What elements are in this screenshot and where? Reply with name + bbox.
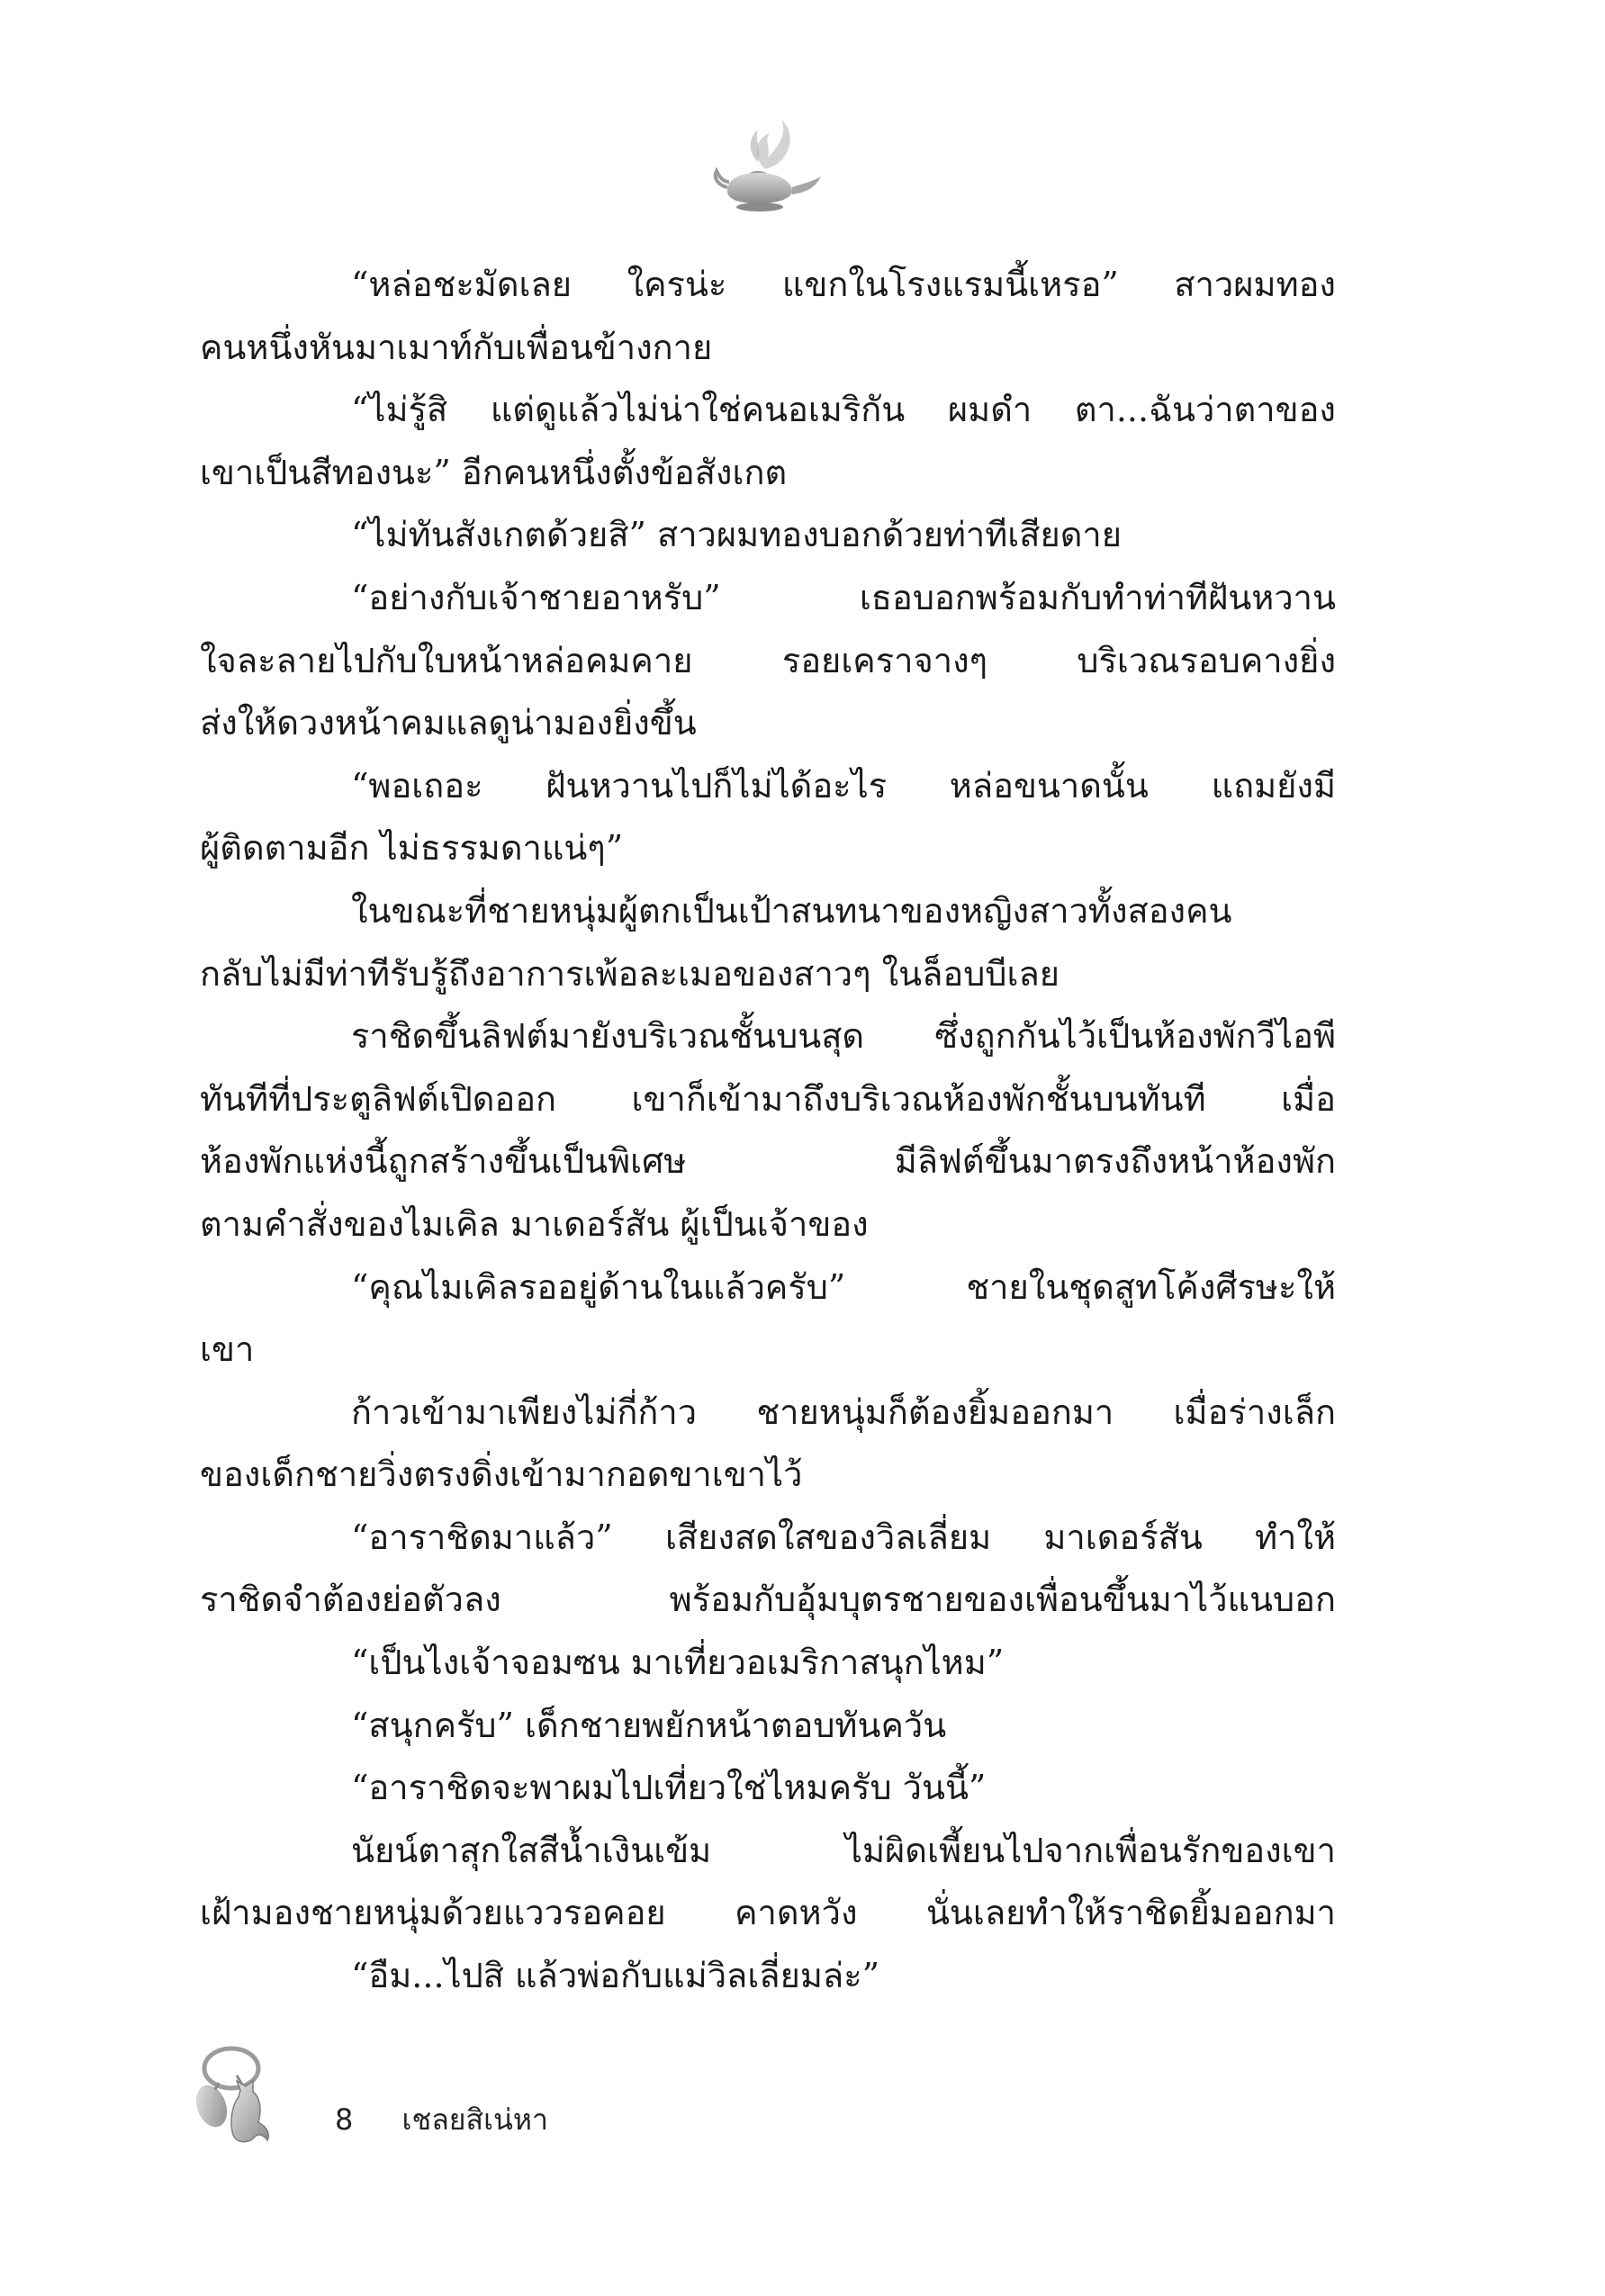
paragraph-line: “ไม่ทันสังเกตด้วยสิ” สาวผมทองบอกด้วยท่าทีเสียดาย bbox=[351, 515, 1123, 555]
paragraph-line: ในขณะที่ชายหนุ่มผู้ตกเป็นเป้าสนทนาของหญิงสาวทั้งสองคน bbox=[351, 890, 1232, 931]
paragraph-line: นัยน์ตาสุกใสสีน้ำเงินเข้ม ไม่ผิดเพี้ยนไปจากเพื่อนรักของเขา bbox=[351, 1830, 1336, 1870]
paragraph-line: ราชิดจำต้องย่อตัวลง พร้อมกับอุ้มบุตรชายของเพื่อนขึ้นมาไว้แนบอก bbox=[200, 1580, 1336, 1620]
paragraph-line: ของเด็กชายวิ่งตรงดิ่งเข้ามากอดขาเขาไว้ bbox=[200, 1454, 803, 1495]
paragraph-line: กลับไม่มีท่าทีรับรู้ถึงอาการเพ้อละเมอของสาวๆ ในล็อบบีเลย bbox=[200, 953, 1060, 994]
cat-keychain-icon bbox=[185, 2039, 302, 2156]
paragraph-line: ห้องพักแห่งนี้ถูกสร้างขึ้นเป็นพิเศษ มีลิฟต์ขึ้นมาตรงถึงหน้าห้องพัก bbox=[200, 1141, 1336, 1182]
paragraph-line: คนหนึ่งหันมาเมาท์กับเพื่อนข้างกาย bbox=[200, 327, 713, 367]
paragraph-line: “เป็นไงเจ้าจอมซน มาเที่ยวอเมริกาสนุกไหม” bbox=[351, 1643, 1005, 1683]
book-title: เชลยสิเน่หา bbox=[401, 2102, 548, 2137]
paragraph-line: เขาเป็นสีทองนะ” อีกคนหนึ่งตั้งข้อสังเกต bbox=[200, 452, 788, 492]
paragraph-line: ผู้ติดตามอีก ไม่ธรรมดาแน่ๆ” bbox=[200, 828, 624, 869]
paragraph-line: ก้าวเข้ามาเพียงไม่กี่ก้าว ชายหนุ่มก็ต้องยิ้มออกมา เมื่อร่างเล็ก bbox=[351, 1391, 1336, 1432]
page-number: 8 bbox=[335, 2102, 354, 2137]
paragraph-line: ใจละลายไปกับใบหน้าหล่อคมคาย รอยเคราจางๆ บริเวณรอบคางยิ่ง bbox=[200, 640, 1336, 680]
paragraph-line: ทันทีที่ประตูลิฟต์เปิดออก เขาก็เข้ามาถึงบริเวณห้องพักชั้นบนทันที เมื่อ bbox=[200, 1078, 1336, 1119]
paragraph-line: ราชิดขึ้นลิฟต์มายังบริเวณชั้นบนสุด ซึ่งถูกกันไว้เป็นห้องพักวีไอพี bbox=[351, 1016, 1336, 1057]
paragraph-line: “อย่างกับเจ้าชายอาหรับ” เธอบอกพร้อมกับทำท่าทีฝันหวาน bbox=[351, 577, 1336, 617]
paragraph-line: “หล่อชะมัดเลย ใครน่ะ แขกในโรงแรมนี้เหรอ” สาวผมทอง bbox=[351, 265, 1336, 304]
paragraph-line: “อืม...ไปสิ แล้วพ่อกับแม่วิลเลี่ยมล่ะ” bbox=[351, 1956, 880, 1996]
paragraph-line: ส่งให้ดวงหน้าคมแลดูน่ามองยิ่งขึ้น bbox=[200, 703, 697, 743]
paragraph-line: “ไม่รู้สิ แต่ดูแล้วไม่น่าใช่คนอเมริกัน ผมดำ ตา...ฉันว่าตาของ bbox=[351, 390, 1336, 430]
paragraph-line: “คุณไมเคิลรออยู่ด้านในแล้วครับ” ชายในชุดสูทโค้งศีรษะให้ bbox=[351, 1266, 1336, 1307]
paragraph-line: ตามคำสั่งของไมเคิล มาเดอร์สัน ผู้เป็นเจ้าของ bbox=[200, 1203, 869, 1244]
lamp-with-smoke-icon bbox=[702, 106, 828, 232]
page-footer bbox=[335, 2097, 548, 2143]
paragraph-line: “สนุกครับ” เด็กชายพยักหน้าตอบทันควัน bbox=[351, 1705, 947, 1745]
chapter-body-text bbox=[200, 254, 1336, 2008]
paragraph-line: เขา bbox=[200, 1329, 255, 1370]
paragraph-line: “พอเถอะ ฝันหวานไปก็ไม่ได้อะไร หล่อขนาดนั้น แถมยังมี bbox=[351, 765, 1336, 806]
paragraph-line: “อาราชิดจะพาผมไปเที่ยวใช่ไหมครับ วันนี้” bbox=[351, 1768, 987, 1808]
paragraph-line: เฝ้ามองชายหนุ่มด้วยแววรอคอย คาดหวัง นั่นเลยทำให้ราชิดยิ้มออกมา bbox=[200, 1893, 1336, 1933]
paragraph-line: “อาราชิดมาแล้ว” เสียงสดใสของวิลเลี่ยม มาเดอร์สัน ทำให้ bbox=[351, 1517, 1336, 1557]
